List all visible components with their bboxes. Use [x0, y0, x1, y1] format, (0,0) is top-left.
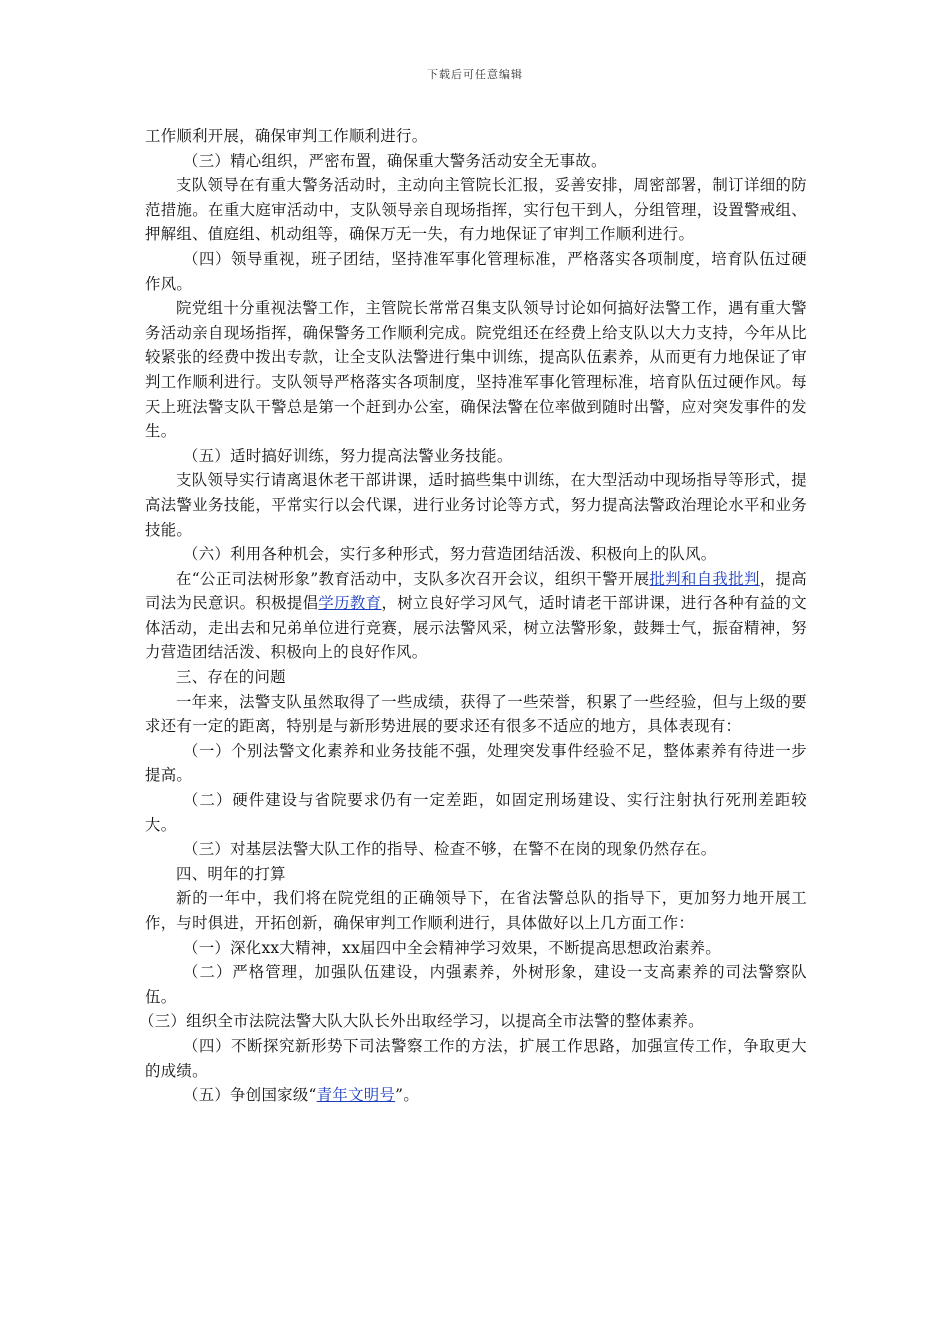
link-criticism[interactable]: 批判和自我批判 [649, 569, 760, 588]
link-youth-civilization[interactable]: 青年文明号 [316, 1086, 396, 1105]
paragraph: 新的一年中，我们将在院党组的正确领导下，在省法警总队的指导下，更加努力地开展工作，与时俱进，开拓创新，确保审判工作顺利进行，具体做好以上几方面工作： [145, 889, 807, 932]
list-item: （四）不断探究新形势下司法警察工作的方法，扩展工作思路，加强宣传工作，争取更大的成绩。 [145, 1036, 807, 1080]
paragraph: 一年来，法警支队虽然取得了一些成绩，获得了一些荣誉，积累了一些经验，但与上级的要求还有一定的距离，特别是与新形势进展的要求还有很多不适应的地方，具体表现有： [145, 692, 807, 736]
section-heading: （四）领导重视，班子团结，坚持准军事化管理标准，严格落实各项制度，培育队伍过硬作风。 [145, 249, 807, 293]
paragraph: 工作顺利开展，确保审判工作顺利进行。 [145, 127, 428, 145]
paragraph: 支队领导在有重大警务活动时，主动向主管院长汇报，妥善安排，周密部署，制订详细的防范措施。在重大庭审活动中，支队领导亲自现场指挥，实行包干到人，分组管理，设置警戒组、押解组、值庭组、机动组等，确保万无一失，有力地保证了审判工作顺利进行。 [145, 176, 807, 244]
chapter-heading: 三、存在的问题 [176, 668, 286, 687]
paragraph-text: ，提高司法为民意识。积极提倡 [145, 569, 807, 613]
page-header: 下载后可任意编辑 [427, 68, 523, 81]
section-heading: （六）利用各种机会，实行多种形式，努力营造团结活泼、积极向上的队风。 [183, 545, 717, 564]
list-item: （三）对基层法警大队工作的指导、检查不够，在警不在岗的现象仍然存在。 [183, 840, 717, 859]
section-heading: （三）精心组织，严密布置，确保重大警务活动安全无事故。 [183, 151, 607, 170]
list-item: （三）组织全市法院法警大队大队长外出取经学习，以提高全市法警的整体素养。 [139, 1012, 704, 1031]
paragraph-with-links [145, 567, 807, 665]
list-item: （一）深化xx大精神，xx届四中全会精神学习效果，不断提高思想政治素养。 [183, 938, 722, 957]
paragraph-text: ，树立良好学习风气，适时请老干部讲课，进行各种有益的文体活动，走出去和兄弟单位进行竞赛，展示法警风采，树立法警形象，鼓舞士气，振奋精神，努力营造团结活泼、积极向上的良好作风。 [145, 594, 807, 662]
list-item: （二）严格管理，加强队伍建设，内强素养，外树形象，建设一支高素养的司法警察队伍。 [145, 963, 807, 1006]
paragraph: 院党组十分重视法警工作，主管院长常常召集支队领导讨论如何搞好法警工作，遇有重大警务活动亲自现场指挥，确保警务工作顺利完成。院党组还在经费上给支队以大力支持，今年从比较紧张的经费中拨出专款，让全支队法警进行集中训练，提高队伍素养，从而更有力地保证了审判工作顺利进行。支队领导严格落实各项制度，坚持准军事化管理标准，培育队伍过硬作风。每天上班法警支队干警总是第一个赶到办公室，确保法警在位率做到随时出警，应对突发事件的发生。 [145, 299, 807, 441]
link-education[interactable]: 学历教育 [318, 594, 382, 613]
paragraph-text: （五）争创国家级“ [183, 1086, 317, 1105]
list-item-with-link [145, 1083, 807, 1108]
list-item: （二）硬件建设与省院要求仍有一定差距，如固定刑场建设、实行注射执行死刑差距较大。 [145, 791, 807, 834]
paragraph-text: ”。 [395, 1086, 420, 1105]
paragraph: 支队领导实行请离退休老干部讲课，适时搞些集中训练，在大型活动中现场指导等形式，提高法警业务技能，平常实行以会代课，进行业务讨论等方式，努力提高法警政治理论水平和业务技能。 [145, 471, 807, 539]
section-heading: （五）适时搞好训练，努力提高法警业务技能。 [183, 446, 513, 465]
list-item: （一）个别法警文化素养和业务技能不强，处理突发事件经验不足，整体素养有待进一步提高。 [145, 741, 807, 785]
paragraph-text: 在“公正司法树形象”教育活动中，支队多次召开会议，组织干警开展 [176, 569, 650, 588]
document-body [139, 124, 807, 1108]
chapter-heading: 四、明年的打算 [176, 864, 286, 883]
